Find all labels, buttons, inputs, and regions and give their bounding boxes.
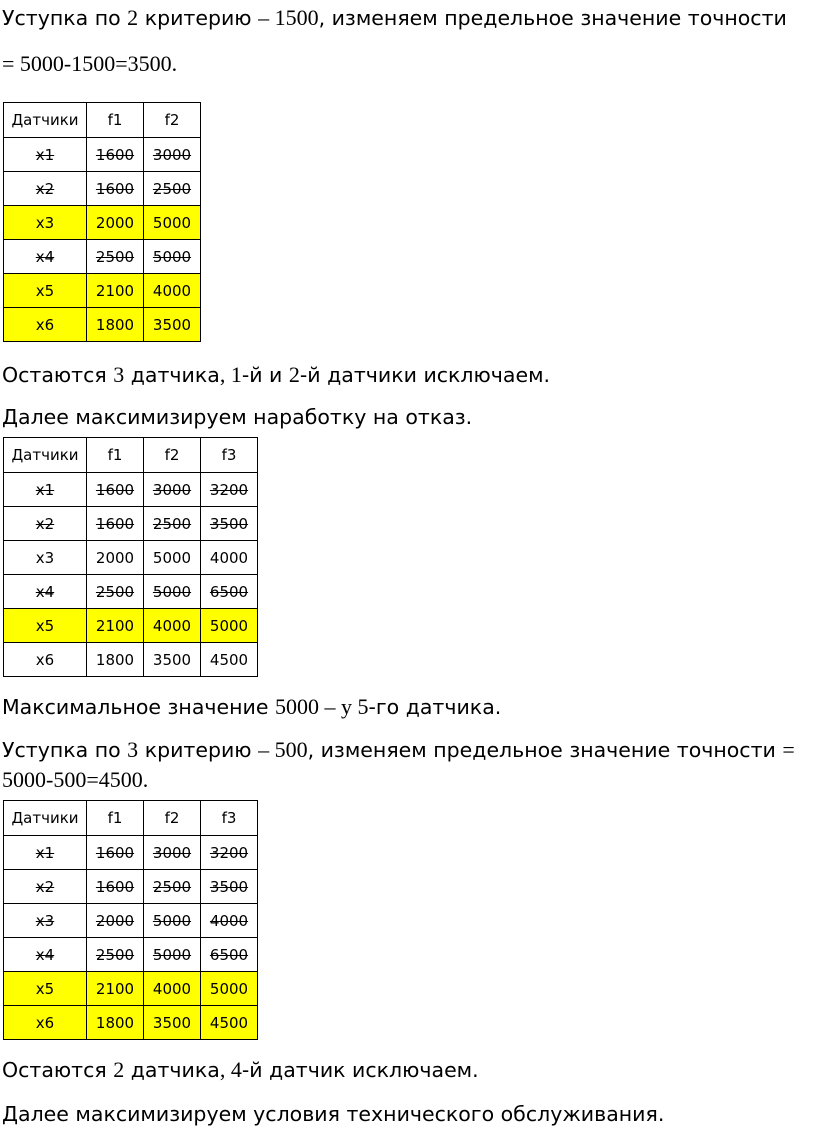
- table-row: [4, 138, 201, 172]
- table-row: [4, 240, 201, 274]
- value-cell: 3500: [201, 507, 258, 541]
- table-row: [4, 972, 258, 1006]
- value-cell: 1600: [87, 138, 144, 172]
- value-cell: 3500: [144, 308, 201, 342]
- value-cell: 2500: [144, 870, 201, 904]
- table-header-row: [4, 438, 258, 473]
- value-cell: 5000: [144, 541, 201, 575]
- column-header: f3: [201, 438, 258, 473]
- sensor-table-3: [3, 800, 258, 1040]
- sensor-name-cell: x5: [4, 609, 87, 643]
- value-cell: 5000: [144, 575, 201, 609]
- value-cell: 2100: [87, 609, 144, 643]
- paragraph-max-value: Максимальное значение 5000 – у 5-го датчика.: [2, 694, 502, 719]
- sensor-name-cell: x2: [4, 507, 87, 541]
- value-cell: 5000: [144, 938, 201, 972]
- paragraph-maximize-mtbf: Далее максимизируем наработку на отказ.: [2, 405, 473, 429]
- sensor-name-cell: x2: [4, 172, 87, 206]
- sensor-name-cell: x1: [4, 138, 87, 172]
- value-cell: 2500: [144, 507, 201, 541]
- table-row: [4, 643, 258, 677]
- paragraph-concession-2: Уступка по 2 критерию – 1500, изменяем предельное значение точности: [2, 5, 787, 30]
- value-cell: 2000: [87, 904, 144, 938]
- table-row: [4, 541, 258, 575]
- value-cell: 4000: [144, 609, 201, 643]
- sensor-table-2: [3, 437, 258, 677]
- table-row: [4, 172, 201, 206]
- table-row: [4, 938, 258, 972]
- sensor-name-cell: x6: [4, 1006, 87, 1040]
- value-cell: 4000: [144, 274, 201, 308]
- sensor-name-cell: x3: [4, 541, 87, 575]
- value-cell: 1800: [87, 643, 144, 677]
- value-cell: 4000: [144, 972, 201, 1006]
- value-cell: 4000: [201, 904, 258, 938]
- table-row: [4, 507, 258, 541]
- value-cell: 2100: [87, 274, 144, 308]
- value-cell: 2500: [87, 938, 144, 972]
- sensor-name-cell: x3: [4, 904, 87, 938]
- value-cell: 4000: [201, 541, 258, 575]
- sensor-name-cell: x4: [4, 240, 87, 274]
- value-cell: 2500: [144, 172, 201, 206]
- column-header: Датчики: [4, 438, 87, 473]
- value-cell: 1600: [87, 870, 144, 904]
- value-cell: 3000: [144, 473, 201, 507]
- sensor-name-cell: x5: [4, 972, 87, 1006]
- value-cell: 5000: [201, 972, 258, 1006]
- table-row: [4, 836, 258, 870]
- paragraph-maximize-maintenance: Далее максимизируем условия технического обслуживания.: [2, 1102, 665, 1126]
- value-cell: 5000: [144, 904, 201, 938]
- value-cell: 5000: [144, 240, 201, 274]
- value-cell: 6500: [201, 938, 258, 972]
- sensor-table-1: [3, 102, 201, 342]
- column-header: f3: [201, 801, 258, 836]
- table-row: [4, 904, 258, 938]
- table-row: [4, 575, 258, 609]
- value-cell: 3200: [201, 836, 258, 870]
- formula-line-2: 5000-500=4500.: [2, 767, 149, 792]
- table-row: [4, 274, 201, 308]
- table-row: [4, 308, 201, 342]
- table-row: [4, 473, 258, 507]
- sensor-name-cell: x1: [4, 836, 87, 870]
- column-header: Датчики: [4, 801, 87, 836]
- value-cell: 6500: [201, 575, 258, 609]
- value-cell: 3500: [201, 870, 258, 904]
- sensor-name-cell: x4: [4, 938, 87, 972]
- formula-line-1: = 5000-1500=3500.: [2, 51, 178, 76]
- table-row: [4, 870, 258, 904]
- value-cell: 3500: [144, 1006, 201, 1040]
- paragraph-concession-3: Уступка по 3 критерию – 500, изменяем предельное значение точности =: [2, 737, 795, 762]
- sensor-name-cell: x5: [4, 274, 87, 308]
- column-header: f1: [87, 801, 144, 836]
- column-header: f2: [144, 801, 201, 836]
- value-cell: 2500: [87, 575, 144, 609]
- value-cell: 2500: [87, 240, 144, 274]
- column-header: f1: [87, 103, 144, 138]
- value-cell: 1800: [87, 308, 144, 342]
- value-cell: 2100: [87, 972, 144, 1006]
- sensor-name-cell: x4: [4, 575, 87, 609]
- column-header: Датчики: [4, 103, 87, 138]
- value-cell: 2000: [87, 206, 144, 240]
- paragraph-remaining-3: Остаются 3 датчика, 1-й и 2-й датчики исключаем.: [2, 362, 551, 387]
- value-cell: 5000: [201, 609, 258, 643]
- table-row: [4, 609, 258, 643]
- sensor-name-cell: x3: [4, 206, 87, 240]
- sensor-name-cell: x6: [4, 643, 87, 677]
- value-cell: 1600: [87, 473, 144, 507]
- value-cell: 1600: [87, 172, 144, 206]
- table-header-row: [4, 103, 201, 138]
- value-cell: 3200: [201, 473, 258, 507]
- value-cell: 1800: [87, 1006, 144, 1040]
- value-cell: 3000: [144, 138, 201, 172]
- sensor-name-cell: x1: [4, 473, 87, 507]
- value-cell: 3500: [144, 643, 201, 677]
- value-cell: 2000: [87, 541, 144, 575]
- column-header: f2: [144, 103, 201, 138]
- table-row: [4, 1006, 258, 1040]
- sensor-name-cell: x6: [4, 308, 87, 342]
- value-cell: 1600: [87, 836, 144, 870]
- paragraph-remaining-2: Остаются 2 датчика, 4-й датчик исключаем.: [2, 1057, 479, 1082]
- value-cell: 5000: [144, 206, 201, 240]
- column-header: f2: [144, 438, 201, 473]
- table-header-row: [4, 801, 258, 836]
- table-row: [4, 206, 201, 240]
- column-header: f1: [87, 438, 144, 473]
- value-cell: 1600: [87, 507, 144, 541]
- value-cell: 4500: [201, 1006, 258, 1040]
- sensor-name-cell: x2: [4, 870, 87, 904]
- value-cell: 4500: [201, 643, 258, 677]
- value-cell: 3000: [144, 836, 201, 870]
